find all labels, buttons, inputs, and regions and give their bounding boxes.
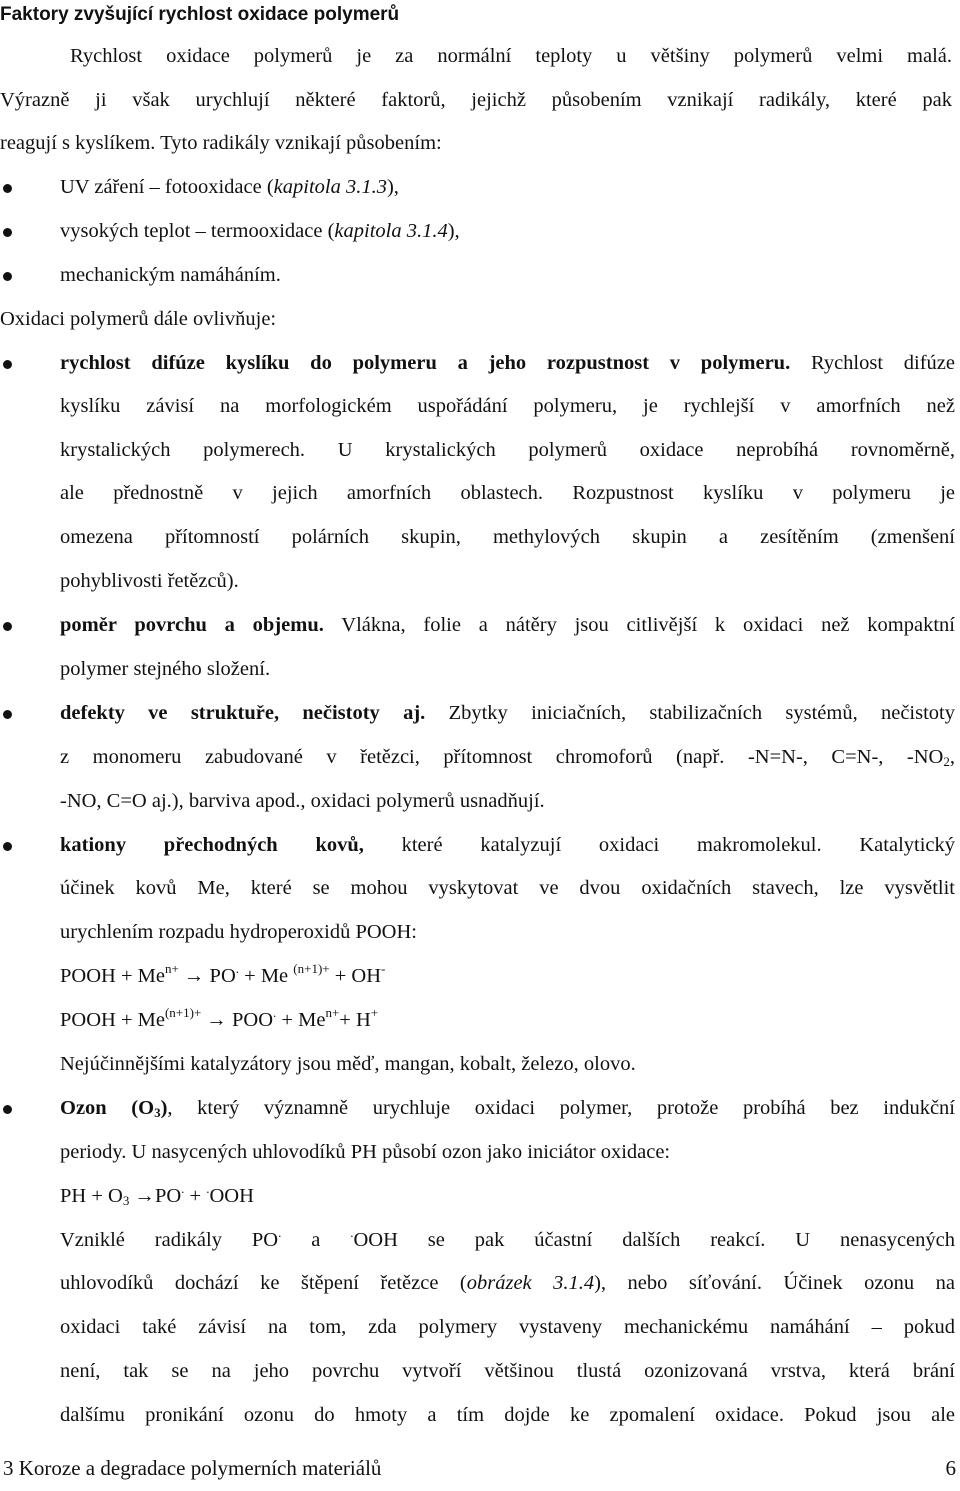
factor1-line-5: omezena přítomností polárních skupin, methylových skupin a zesítěním (zmenšení xyxy=(60,526,955,548)
cause-uv: UV záření – fotooxidace (kapitola 3.1.3), xyxy=(60,176,399,198)
factor4-line-1: kationy přechodných kovů, které katalyzují oxidaci makromolekul. Katalytický xyxy=(60,834,955,856)
oxidation-intro: Oxidaci polymerů dále ovlivňuje: xyxy=(0,308,277,330)
factor5-line-8: dalšímu pronikání ozonu do hmoty a tím dojde ke zpomalení oxidace. Pokud jsou ale xyxy=(60,1404,955,1426)
factor5-line-4: Vzniklé radikály PO. a .OOH se pak účastní dalších reakcí. U nenasycených xyxy=(60,1225,955,1251)
cause-mechanical: mechanickým namáháním. xyxy=(60,264,281,286)
factor1-line-6: pohyblivosti řetězců). xyxy=(60,570,239,592)
factor1-line-3: krystalických polymerech. U krystalických polymerů oxidace neprobíhá rovnoměrně, xyxy=(60,439,955,461)
bullet-icon xyxy=(3,184,12,193)
factor5-line-5: uhlovodíků dochází ke štěpení řetězce (obrázek 3.1.4), nebo síťování. Účinek ozonu na xyxy=(60,1272,955,1294)
bullet-icon xyxy=(3,710,12,719)
factor2-line-2: polymer stejného složení. xyxy=(60,658,271,680)
equation-2: POOH + $Me^{(n+1)+} \to POO^. + Me^{n+}+ H^+$ xyxy=(60,1005,379,1031)
page-number: 6 xyxy=(945,1456,956,1480)
factor1-line-1: rychlost difúze kyslíku do polymeru a jeho rozpustnost v polymeru. Rychlost difúze xyxy=(60,352,956,374)
catalysts-line: Nejúčinnějšími katalyzátory jsou měď, mangan, kobalt, železo, olovo. xyxy=(60,1053,636,1075)
bullet-icon xyxy=(3,360,12,369)
equation-1: POOH + $Me^{n+} \to PO^. + Me$ $^{(n+1)+}$ + OH- xyxy=(60,961,386,987)
section-heading: Faktory zvyšující rychlost oxidace polymerů xyxy=(0,4,400,25)
factor4-line-2: účinek kovů Me, které se mohou vyskytovat ve dvou oxidačních stavech, lze vysvětlit xyxy=(60,877,955,899)
bullet-icon xyxy=(3,228,12,237)
intro-line-3: reagují s kyslíkem. Tyto radikály vznikají působením: xyxy=(0,132,442,154)
factor1-line-4: ale přednostně v jejich amorfních oblastech. Rozpustnost kyslíku v polymeru je xyxy=(60,482,955,504)
cause-heat: vysokých teplot – termooxidace (kapitola 3.1.4), xyxy=(60,220,460,242)
factor4-line-3: urychlením rozpadu hydroperoxidů POOH: xyxy=(60,921,417,943)
factor5-line-6: oxidaci také závisí na tom, zda polymery vystaveny mechanickému namáhání – pokud xyxy=(60,1316,955,1338)
bullet-icon xyxy=(3,842,12,851)
factor5-line-2: periody. U nasycených uhlovodíků PH působí ozon jako iniciátor oxidace: xyxy=(60,1141,671,1163)
factor5-line-1: Ozon $(O_3)$, který významně urychluje oxidaci polymer, protože probíhá bez indukční xyxy=(60,1097,955,1120)
factor3-line-2: z monomeru zabudované v řetězci, přítomnost chromoforů (např. -N=N-, C=N-, $-NO_2$, xyxy=(60,746,955,769)
intro-line-1: Rychlost oxidace polymerů je za normální teploty u většiny polymerů velmi malá. xyxy=(70,45,952,67)
factor3-line-3: -NO, C=O aj.), barviva apod., oxidaci polymerů usnadňují. xyxy=(60,790,545,812)
factor2-line-1: poměr povrchu a objemu. Vlákna, folie a nátěry jsou citlivější k oxidaci než kompaktní xyxy=(60,614,955,636)
bullet-icon xyxy=(3,622,12,631)
factor1-line-2: kyslíku závisí na morfologickém uspořádání polymeru, je rychlejší v amorfních než xyxy=(60,395,955,417)
footer-chapter: 3 Koroze a degradace polymerních materiálů xyxy=(3,1456,382,1480)
equation-3: PH + $O_3 \to PO^. + ^.OOH$ xyxy=(60,1181,254,1208)
intro-line-2: Výrazně ji však urychlují některé faktorů, jejichž působením vznikají radikály, které pak xyxy=(0,89,952,111)
bullet-icon xyxy=(3,1105,12,1114)
bullet-icon xyxy=(3,272,12,281)
factor3-line-1: defekty ve struktuře, nečistoty aj. Zbytky iniciačních, stabilizačních systémů, nečistoty xyxy=(60,702,955,724)
factor5-line-7: není, tak se na jeho povrchu vytvoří většinou tlustá ozonizovaná vrstva, která brání xyxy=(60,1360,955,1382)
